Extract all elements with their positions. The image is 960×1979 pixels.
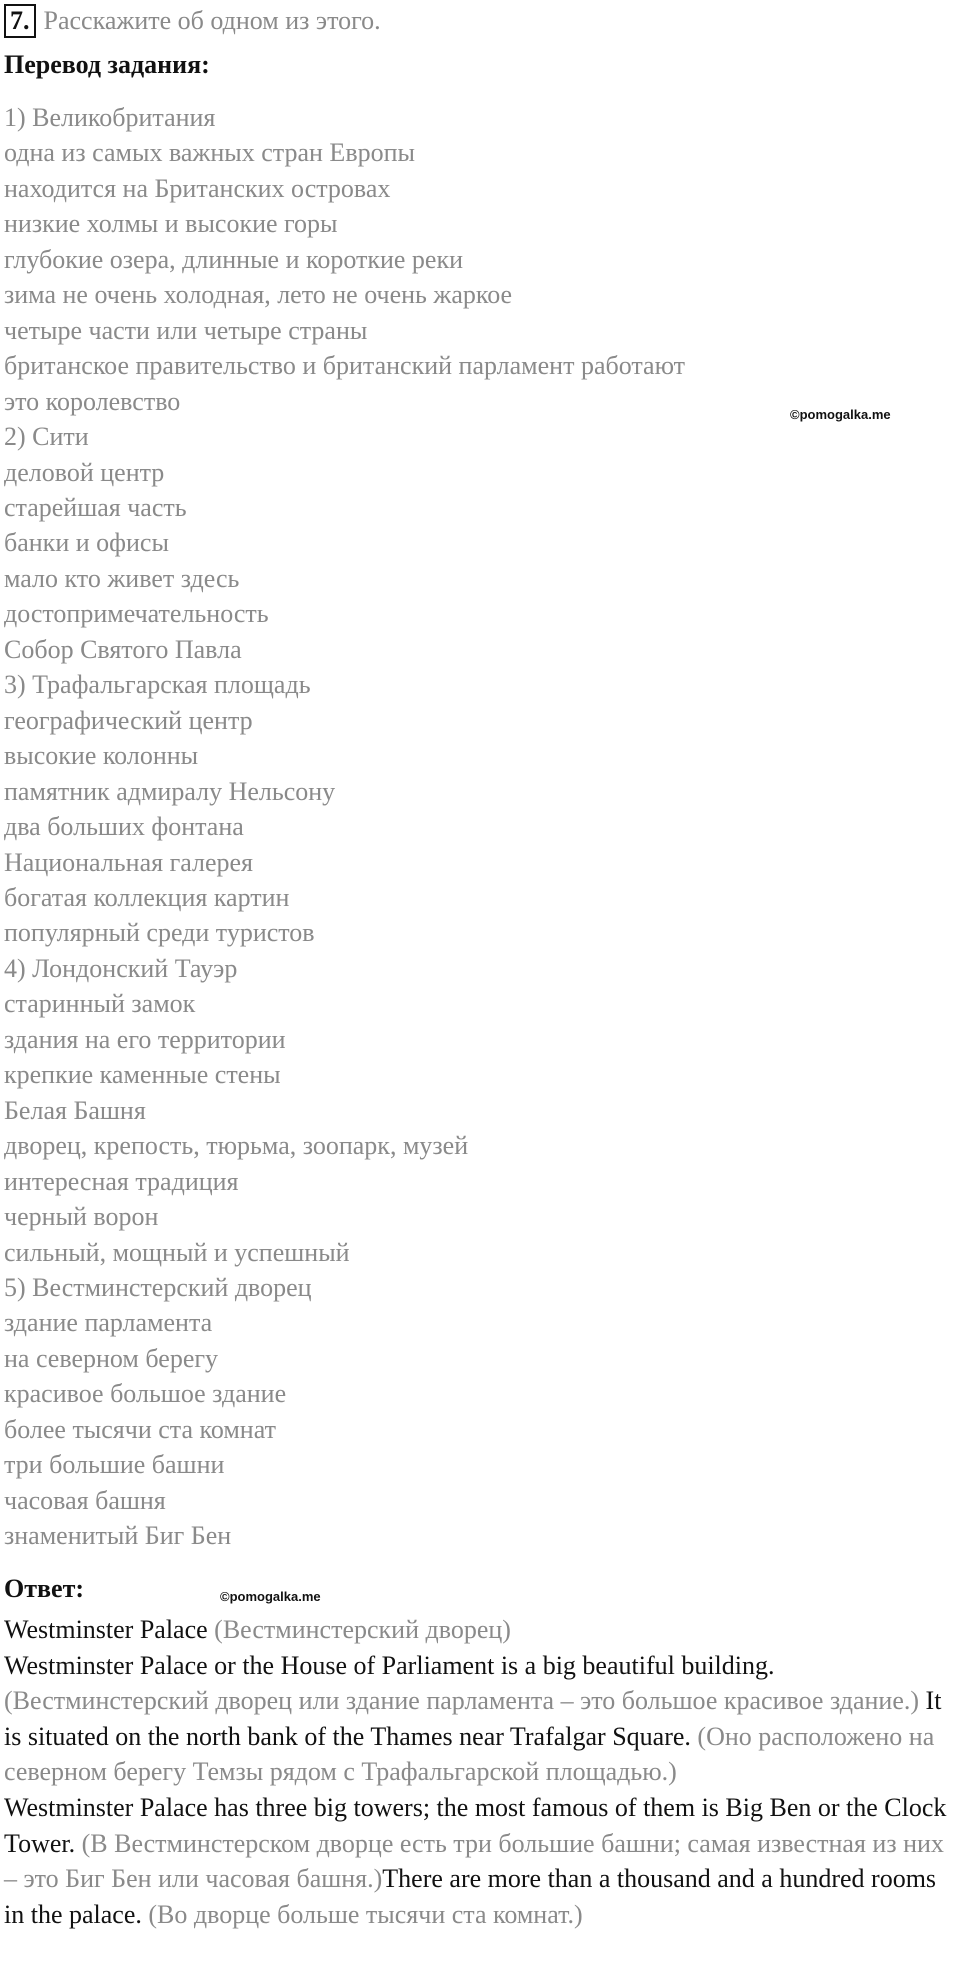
translation-item: здания на его территории xyxy=(4,1024,286,1054)
translation-item: низкие холмы и высокие горы xyxy=(4,209,338,239)
translation-item: старинный замок xyxy=(4,989,196,1019)
translation-item: находится на Британских островах xyxy=(4,173,391,203)
translation-item: 4) Лондонский Тауэр xyxy=(4,953,238,983)
answer-text xyxy=(4,1612,960,1932)
answer-sentence-en: Westminster Palace or the House of Parliament is a big beautiful building. xyxy=(4,1650,775,1680)
translation-item: более тысячи ста комнат xyxy=(4,1414,276,1444)
translation-item: старейшая часть xyxy=(4,492,187,522)
task-number: 7. xyxy=(4,4,36,38)
answer-sentence-ru: (Во дворце больше тысячи ста комнат.) xyxy=(148,1899,583,1929)
translation-item: 2) Сити xyxy=(4,422,89,452)
translation-item: черный ворон xyxy=(4,1202,159,1232)
translation-item: крепкие каменные стены xyxy=(4,1060,281,1090)
answer-paragraph xyxy=(4,1648,960,1790)
answer-paragraph xyxy=(4,1790,960,1932)
translation-item: сильный, мощный и успешный xyxy=(4,1237,350,1267)
translation-item: мало кто живет здесь xyxy=(4,563,240,593)
translation-item: банки и офисы xyxy=(4,528,169,558)
answer-sentence-ru: (Оно расположено на северном берегу Темзы рядом с Трафальгарской площадью.) xyxy=(4,1721,935,1787)
answer-title-en: Westminster Palace xyxy=(4,1615,208,1644)
translation-item: здание парламента xyxy=(4,1308,213,1338)
translation-item: богатая коллекция картин xyxy=(4,882,290,912)
answer-sentence-ru: (В Вестминстерском дворце есть три большие башни; самая известная из них – это Биг Бен или часовая башня.) xyxy=(4,1828,944,1894)
watermark: ©pomogalka.me xyxy=(790,407,891,422)
translation-item: это королевство xyxy=(4,386,181,416)
translation-item: четыре части или четыре страны xyxy=(4,315,368,345)
answer-sentence-en: There are more than a thousand and a hundred rooms in the palace. xyxy=(4,1864,937,1929)
answer-title-ru: (Вестминстерский дворец) xyxy=(214,1615,511,1644)
translation-item: 1) Великобритания xyxy=(4,103,216,132)
translation-item: интересная традиция xyxy=(4,1166,239,1196)
translation-item: деловой центр xyxy=(4,457,165,487)
task-header xyxy=(4,2,381,40)
translation-item: дворец, крепость, тюрьма, зоопарк, музей xyxy=(4,1131,469,1161)
watermark: ©pomogalka.me xyxy=(220,1589,321,1604)
translation-item: часовая башня xyxy=(4,1485,166,1515)
translation-item: 5) Вестминстерский дворец xyxy=(4,1272,312,1302)
translation-item: Белая Башня xyxy=(4,1095,146,1125)
answer-sentence-ru: (Вестминстерский дворец или здание парламента – это большое красивое здание.) xyxy=(4,1686,920,1716)
translation-item: 3) Трафальгарская площадь xyxy=(4,670,311,700)
translation-item: Национальная галерея xyxy=(4,847,254,877)
translation-item: знаменитый Биг Бен xyxy=(4,1521,232,1551)
task-text: Расскажите об одном из этого. xyxy=(43,6,381,35)
translation-list xyxy=(4,100,685,1554)
translation-item: глубокие озера, длинные и короткие реки xyxy=(4,244,464,274)
translation-item: красивое большое здание xyxy=(4,1379,287,1409)
answer-title-line xyxy=(4,1612,960,1648)
translation-item: Собор Святого Павла xyxy=(4,634,242,664)
translation-item: достопримечательность xyxy=(4,599,269,629)
translation-item: популярный среди туристов xyxy=(4,918,315,948)
translation-item: географический центр xyxy=(4,705,253,735)
answer-heading: Ответ: xyxy=(4,1574,85,1603)
translation-item: памятник адмиралу Нельсону xyxy=(4,776,336,806)
translation-item: три большие башни xyxy=(4,1450,225,1480)
translation-heading: Перевод задания: xyxy=(4,50,210,79)
answer-sentence-en: Westminster Palace has three big towers; the most famous of them is Big Ben or the Clock Tower. xyxy=(4,1792,947,1858)
translation-item: британское правительство и британский парламент работают xyxy=(4,351,686,381)
translation-item: одна из самых важных стран Европы xyxy=(4,138,415,168)
translation-item: зима не очень холодная, лето не очень жаркое xyxy=(4,280,513,310)
translation-item: два больших фонтана xyxy=(4,812,244,842)
translation-item: на северном берегу xyxy=(4,1343,219,1373)
answer-sentence-en: It is situated on the north bank of the Thames near Trafalgar Square. xyxy=(4,1686,942,1751)
translation-item: высокие колонны xyxy=(4,741,199,771)
